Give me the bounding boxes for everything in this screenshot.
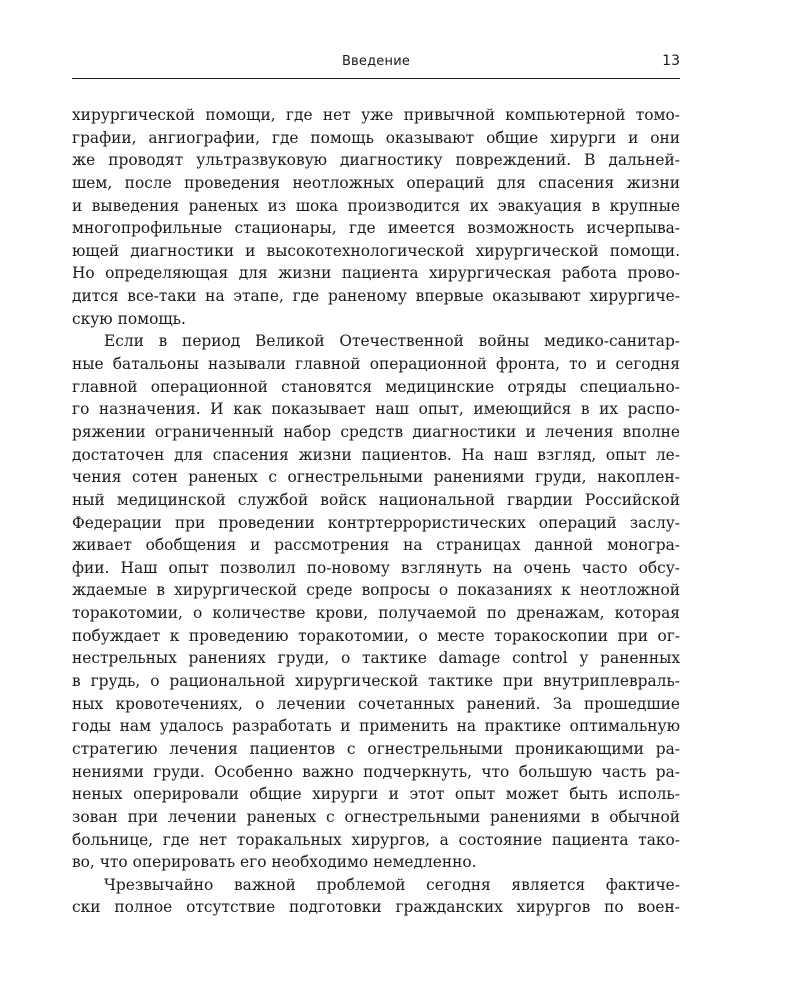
text-line: живает обобщения и рассмотрения на страницах данной моногра-: [72, 536, 680, 555]
text-line: зован при лечении раненых с огнестрельными ранениями в обычной: [72, 807, 680, 826]
page-header: [72, 52, 680, 79]
text-line: графии, ангиографии, где помощь оказывают общие хирурги и они: [72, 128, 680, 147]
text-line: побуждает к проведению торакотомии, о месте торакоскопии при ог-: [72, 626, 680, 645]
body-text: [72, 104, 680, 919]
text-line: ски полное отсутствие подготовки гражданских хирургов по воен-: [72, 898, 680, 917]
text-line: нестрельных ранениях груди, о тактике damage control у раненных: [72, 649, 680, 668]
text-line: ждаемые в хирургической среде вопросы о показаниях к неотложной: [72, 581, 680, 600]
text-line: в грудь, о рациональной хирургической тактике при внутриплевраль-: [72, 672, 680, 691]
text-line: ющей диагностики и высокотехнологической хирургической помощи.: [72, 241, 680, 260]
text-line: Федерации при проведении контртеррористических операций заслу-: [72, 513, 680, 532]
text-line: же проводят ультразвуковую диагностику повреждений. В дальней-: [72, 151, 680, 170]
text-line: чения сотен раненых с огнестрельными ранениями груди, накоплен-: [72, 468, 680, 487]
paragraph: [72, 104, 680, 330]
text-line: ные батальоны называли главной операционной фронта, то и сегодня: [72, 355, 680, 374]
text-line: стратегию лечения пациентов с огнестрельными проникающими ра-: [72, 739, 680, 758]
text-line: ный медицинской службой войск национальной гвардии Российской: [72, 490, 680, 509]
text-line: хирургической помощи, где нет уже привычной компьютерной томо-: [72, 106, 680, 124]
paragraph: [72, 874, 680, 919]
text-line: и выведения раненых из шока производится их эвакуация в крупные: [72, 196, 680, 215]
text-line: го назначения. И как показывает наш опыт, имеющийся в их распо-: [72, 400, 680, 419]
text-line: фии. Наш опыт позволил по-новому взглянуть на очень часто обсу-: [72, 558, 680, 577]
text-line: достаточен для спасения жизни пациентов. На наш взгляд, опыт ле-: [72, 445, 680, 464]
text-line: дится все-таки на этапе, где раненому впервые оказывают хирургиче-: [72, 287, 680, 306]
text-line: шем, после проведения неотложных операций для спасения жизни: [72, 173, 680, 192]
text-line: неных оперировали общие хирурги и этот опыт может быть исполь-: [72, 785, 680, 804]
page-number: 13: [662, 53, 680, 69]
text-line: во, что оперировать его необходимо немедленно.: [72, 853, 477, 872]
text-line: нениями груди. Особенно важно подчеркнуть, что большую часть ра-: [72, 762, 680, 781]
paragraph: [72, 330, 680, 873]
text-line: больнице, где нет торакальных хирургов, а состояние пациента тако-: [72, 830, 680, 849]
text-line: скую помощь.: [72, 309, 186, 328]
text-line: Но определяющая для жизни пациента хирургическая работа прово-: [72, 264, 680, 283]
text-line: ряжении ограниченный набор средств диагностики и лечения вполне: [72, 422, 680, 441]
text-line: главной операционной становятся медицинские отряды специально-: [72, 377, 680, 396]
text-line: ных кровотечениях, о лечении сочетанных ранений. За прошедшие: [72, 694, 680, 713]
text-line: Чрезвычайно важной проблемой сегодня является фактиче-: [104, 875, 680, 894]
text-line: годы нам удалось разработать и применить на практике оптимальную: [72, 717, 680, 736]
text-line: торакотомии, о количестве крови, получаемой по дренажам, которая: [72, 604, 680, 623]
text-line: многопрофильные стационары, где имеется возможность исчерпыва-: [72, 219, 680, 238]
text-line: Если в период Великой Отечественной войны медико-санитар-: [104, 332, 680, 351]
running-header-title: Введение: [341, 54, 411, 69]
